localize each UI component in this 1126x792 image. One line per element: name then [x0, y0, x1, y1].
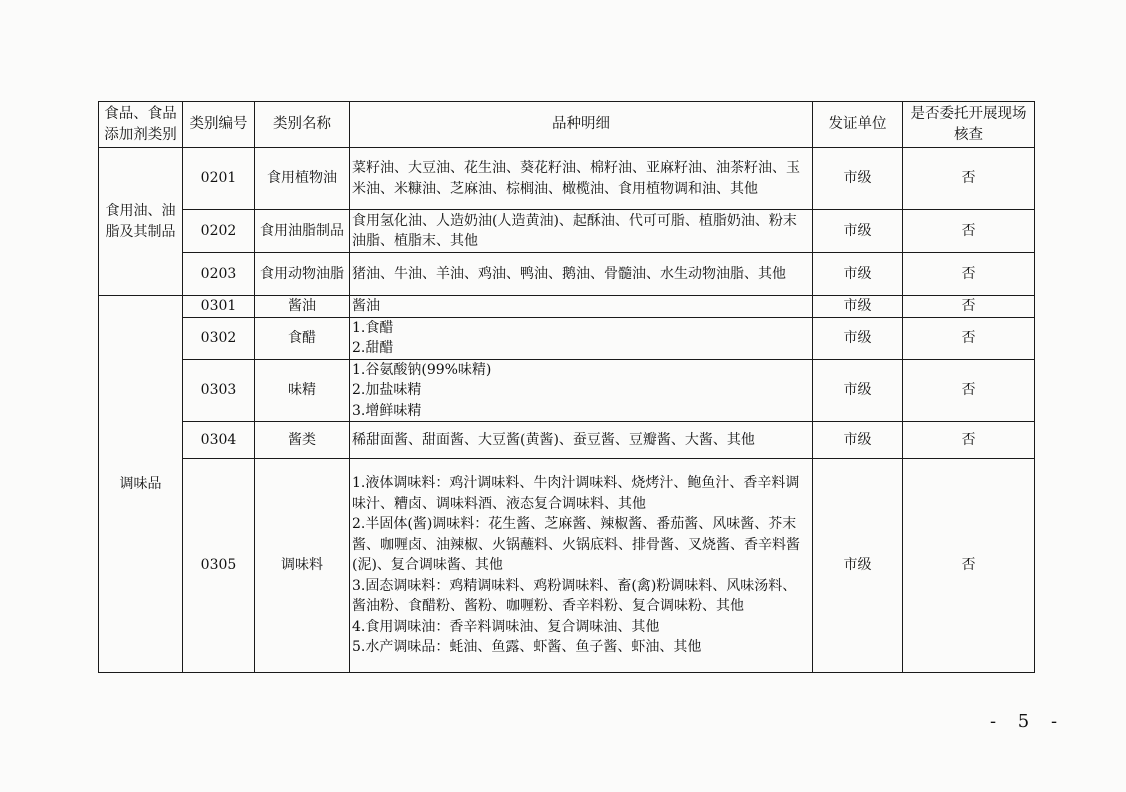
table-row	[99, 296, 1035, 318]
category-name-cell: 味精	[255, 359, 350, 422]
category-code-cell: 0305	[183, 459, 255, 673]
variety-detail-line: 1.液体调味料：鸡汁调味料、牛肉汁调味料、烧烤汁、鲍鱼汁、香辛料调味汁、糟卤、调味料酒、液态复合调味料、其他	[352, 475, 800, 512]
category-code-cell: 0301	[183, 296, 255, 318]
issuing-unit-cell: 市级	[813, 296, 903, 318]
issuing-unit-cell: 市级	[813, 422, 903, 459]
table-row	[99, 459, 1035, 673]
variety-detail-line: 菜籽油、大豆油、花生油、葵花籽油、棉籽油、亚麻籽油、油茶籽油、玉米油、米糠油、芝麻油、棕榈油、橄榄油、食用植物调和油、其他	[352, 160, 800, 197]
issuing-unit-cell: 市级	[813, 148, 903, 210]
category-name-cell: 食用植物油	[255, 148, 350, 210]
variety-detail-cell	[350, 210, 813, 253]
onsite-check-cell: 否	[903, 210, 1035, 253]
food-category-table	[98, 101, 1035, 673]
header-issuing-unit: 发证单位	[813, 102, 903, 148]
variety-detail-line: 3.增鲜味精	[352, 402, 422, 419]
onsite-check-cell: 否	[903, 253, 1035, 296]
issuing-unit-cell: 市级	[813, 317, 903, 359]
header-variety-detail: 品种明细	[350, 102, 813, 148]
variety-detail-line: 2.甜醋	[352, 340, 394, 356]
variety-detail-line: 5.水产调味品：蚝油、鱼露、虾酱、鱼子酱、虾油、其他	[352, 639, 702, 656]
header-category-code: 类别编号	[183, 102, 255, 148]
food-category-cell: 调味品	[99, 296, 183, 673]
variety-detail-cell	[350, 422, 813, 459]
issuing-unit-cell: 市级	[813, 359, 903, 422]
category-code-cell: 0303	[183, 359, 255, 422]
category-code-cell: 0304	[183, 422, 255, 459]
category-name-cell: 酱油	[255, 296, 350, 318]
issuing-unit-cell: 市级	[813, 253, 903, 296]
variety-detail-line: 2.半固体(酱)调味料：花生酱、芝麻酱、辣椒酱、番茄酱、风味酱、芥末酱、咖喱卤、油辣椒、火锅蘸料、火锅底料、排骨酱、叉烧酱、香辛料酱(泥)、复合调味酱、其他	[352, 516, 800, 574]
table-header-row	[99, 102, 1035, 148]
variety-detail-line: 1.食醋	[352, 319, 394, 336]
category-code-cell: 0201	[183, 148, 255, 210]
category-name-cell: 食醋	[255, 317, 350, 359]
onsite-check-cell: 否	[903, 422, 1035, 459]
header-food-category: 食品、食品添加剂类别	[99, 102, 183, 148]
table-row	[99, 210, 1035, 253]
onsite-check-cell: 否	[903, 359, 1035, 422]
category-code-cell: 0203	[183, 253, 255, 296]
table-row	[99, 317, 1035, 359]
table-row	[99, 253, 1035, 296]
variety-detail-line: 酱油	[352, 298, 380, 314]
variety-detail-line: 4.食用调味油：香辛料调味油、复合调味油、其他	[352, 618, 660, 635]
onsite-check-cell: 否	[903, 148, 1035, 210]
variety-detail-cell	[350, 296, 813, 318]
food-category-cell: 食用油、油脂及其制品	[99, 148, 183, 296]
variety-detail-line: 3.固态调味料：鸡精调味料、鸡粉调味料、畜(禽)粉调味料、风味汤料、酱油粉、食醋粉、酱粉、咖喱粉、香辛料粉、复合调味粉、其他	[352, 577, 797, 615]
page-number: - 5 -	[990, 711, 1066, 732]
table-row	[99, 359, 1035, 422]
table-row	[99, 422, 1035, 459]
category-name-cell: 食用动物油脂	[255, 253, 350, 296]
variety-detail-cell	[350, 148, 813, 210]
onsite-check-cell: 否	[903, 317, 1035, 359]
header-category-name: 类别名称	[255, 102, 350, 148]
variety-detail-line: 1.谷氨酸钠(99%味精)	[352, 361, 492, 378]
issuing-unit-cell: 市级	[813, 459, 903, 673]
category-name-cell: 食用油脂制品	[255, 210, 350, 253]
category-name-cell: 调味料	[255, 459, 350, 673]
variety-detail-cell	[350, 317, 813, 359]
table-body	[99, 148, 1035, 673]
category-code-cell: 0202	[183, 210, 255, 253]
variety-detail-line: 2.加盐味精	[352, 382, 422, 398]
issuing-unit-cell: 市级	[813, 210, 903, 253]
category-code-cell: 0302	[183, 317, 255, 359]
variety-detail-line: 稀甜面酱、甜面酱、大豆酱(黄酱)、蚕豆酱、豆瓣酱、大酱、其他	[352, 431, 755, 448]
onsite-check-cell: 否	[903, 296, 1035, 318]
variety-detail-cell	[350, 459, 813, 673]
category-name-cell: 酱类	[255, 422, 350, 459]
variety-detail-line: 食用氢化油、人造奶油(人造黄油)、起酥油、代可可脂、植脂奶油、粉末油脂、植脂末、其他	[352, 212, 797, 249]
table-row	[99, 148, 1035, 210]
variety-detail-cell	[350, 253, 813, 296]
header-onsite-check: 是否委托开展现场核查	[903, 102, 1035, 148]
variety-detail-cell	[350, 359, 813, 422]
variety-detail-line: 猪油、牛油、羊油、鸡油、鸭油、鹅油、骨髓油、水生动物油脂、其他	[352, 265, 786, 282]
onsite-check-cell: 否	[903, 459, 1035, 673]
